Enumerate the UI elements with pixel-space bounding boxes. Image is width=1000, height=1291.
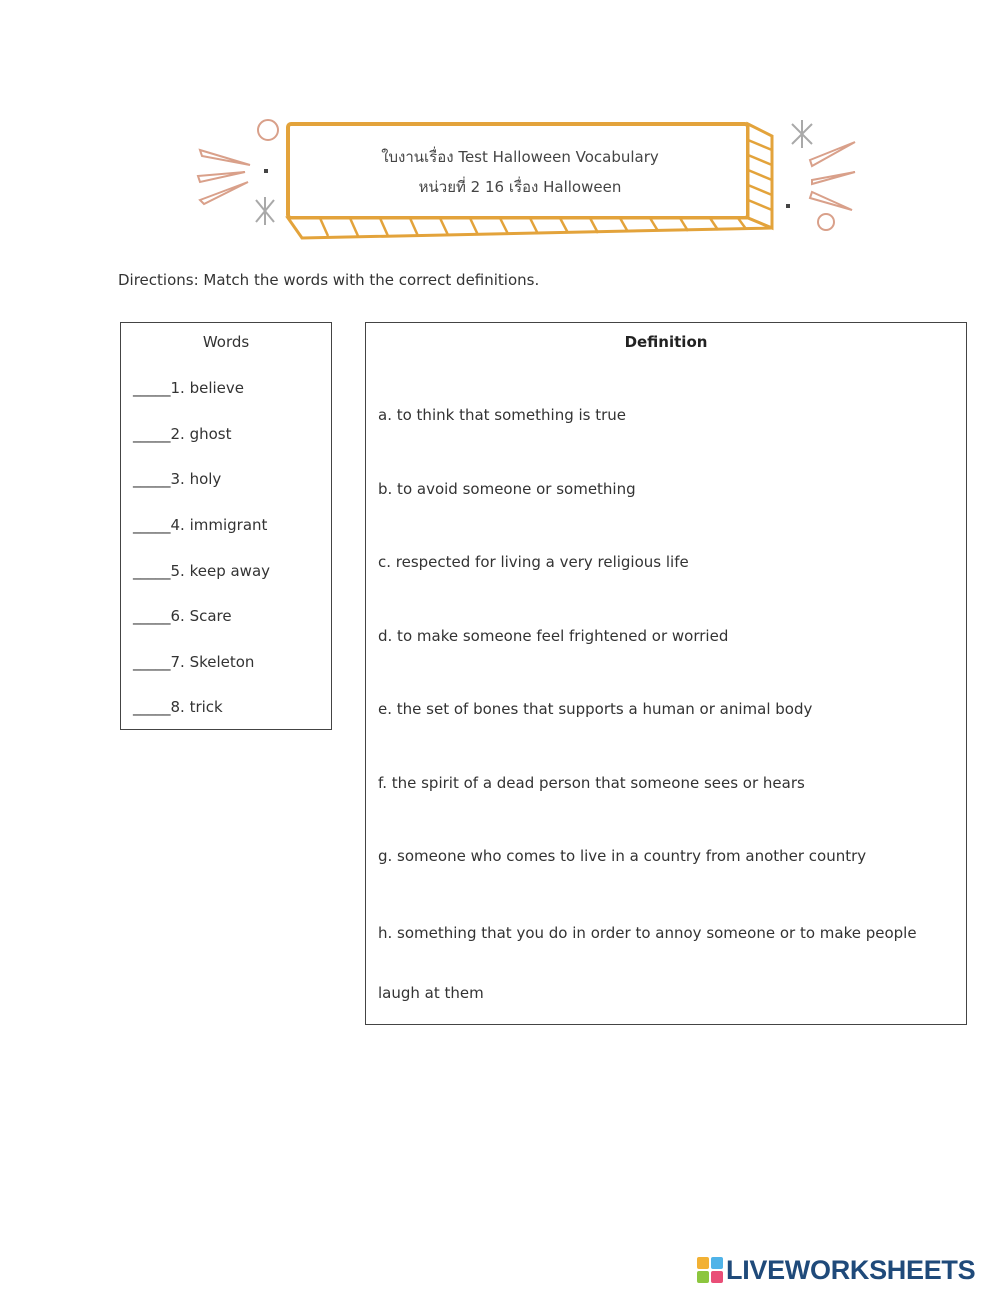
word-item-5[interactable]: _____5. keep away (133, 562, 271, 580)
sparkle-icon (792, 120, 812, 148)
word-item-8[interactable]: _____8. trick (133, 698, 223, 716)
directions-text: Directions: Match the words with the correct definitions. (118, 271, 540, 289)
circle-decoration (818, 214, 834, 230)
sparkle-icon (256, 197, 274, 225)
definition-g: g. someone who comes to live in a country from another country (378, 847, 867, 865)
word-item-7[interactable]: _____7. Skeleton (133, 653, 255, 671)
definition-d: d. to make someone feel frightened or worried (378, 627, 729, 645)
word-item-2[interactable]: _____2. ghost (133, 425, 232, 443)
definition-b: b. to avoid someone or something (378, 480, 636, 498)
words-title: Words (202, 333, 250, 351)
definition-f: f. the spirit of a dead person that someone sees or hears (378, 774, 805, 792)
liveworksheets-logo[interactable] (697, 1252, 975, 1288)
word-item-3[interactable]: _____3. holy (133, 470, 222, 488)
logo-text: LIVEWORKSHEETS (726, 1254, 976, 1285)
word-item-1[interactable]: _____1. believe (133, 379, 244, 397)
worksheet-title: ใบงานเรื่อง Test Halloween Vocabulary (381, 148, 659, 166)
word-item-6[interactable]: _____6. Scare (133, 607, 232, 625)
logo-icon (697, 1257, 723, 1283)
banner-title (290, 142, 750, 202)
definition-c: c. respected for living a very religious life (378, 553, 689, 571)
definition-h: h. something that you do in order to annoy someone or to make people laugh at them (378, 924, 917, 1002)
definitions-box (365, 322, 967, 1025)
unit-title: หน่วยที่ 2 16 เรื่อง Halloween (418, 178, 622, 196)
definition-a: a. to think that something is true (378, 406, 627, 424)
words-box (120, 322, 332, 730)
word-item-4[interactable]: _____4. immigrant (133, 516, 268, 534)
definitions-title: Definition (624, 333, 708, 351)
definition-e: e. the set of bones that supports a human or animal body (378, 700, 813, 718)
circle-decoration (258, 120, 278, 140)
